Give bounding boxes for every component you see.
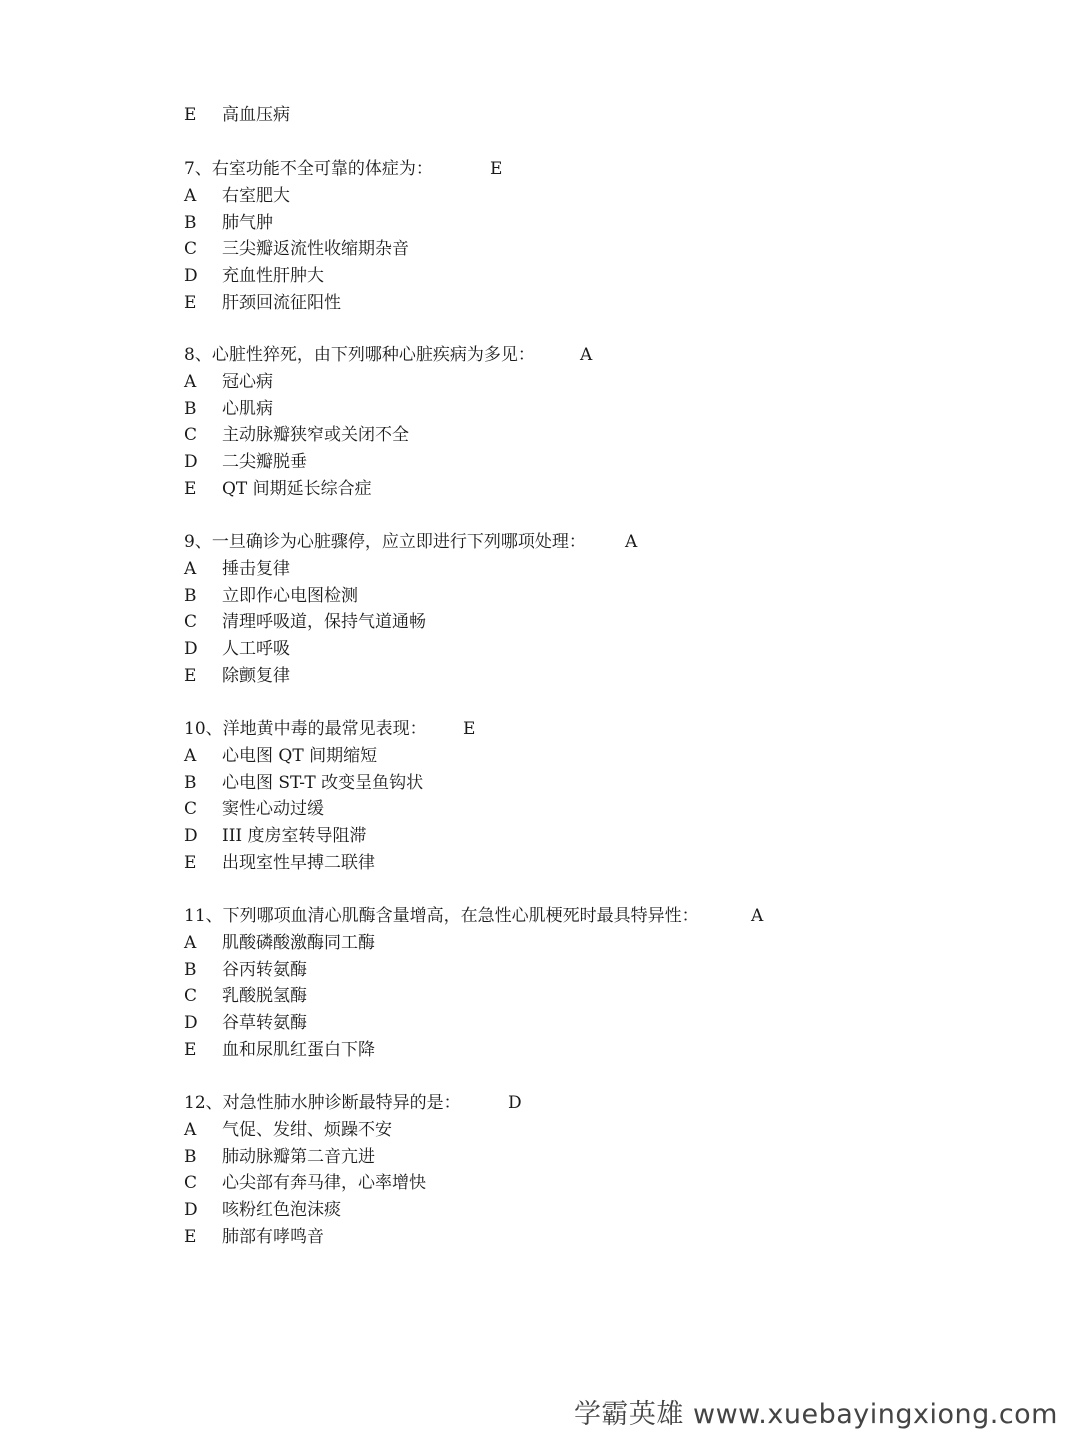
answer-key: A — [625, 532, 638, 552]
question-stem: 9、一旦确诊为心脏骤停，应立即进行下列哪项处理： — [184, 532, 586, 552]
option-text: 咳粉红色泡沫痰 — [222, 1200, 341, 1221]
question-12 — [184, 1090, 1004, 1251]
question-stem-row — [184, 156, 1004, 183]
option-row — [184, 1010, 1004, 1037]
option-text: 冠心病 — [222, 371, 273, 392]
option-row — [184, 850, 1004, 877]
option-text: 心尖部有奔马律，心率增快 — [222, 1173, 426, 1194]
option-letter: D — [184, 266, 198, 287]
option-row — [184, 422, 1004, 449]
option-letter: A — [184, 1119, 197, 1140]
option-letter: E — [184, 478, 197, 499]
option-row — [184, 263, 1004, 290]
option-letter: E — [184, 105, 197, 125]
option-letter: E — [184, 665, 197, 686]
option-letter: D — [184, 1200, 198, 1221]
option-row — [184, 1144, 1004, 1171]
option-letter: A — [184, 932, 197, 953]
option-letter: E — [184, 292, 197, 313]
option-letter: B — [184, 585, 197, 606]
question-stem: 7、右室功能不全可靠的体症为： — [184, 159, 433, 179]
option-row — [184, 743, 1004, 770]
option-text: 人工呼吸 — [222, 639, 290, 660]
option-text: 肺气肿 — [222, 212, 273, 233]
option-row — [184, 1117, 1004, 1144]
option-text: 肌酸磷酸激酶同工酶 — [222, 932, 375, 953]
option-letter: A — [184, 371, 197, 392]
option-text: 心电图 QT 间期缩短 — [222, 745, 378, 766]
option-letter: B — [184, 1146, 197, 1167]
option-text: 捶击复律 — [222, 558, 290, 579]
option-row — [184, 476, 1004, 503]
option-row — [184, 796, 1004, 823]
option-row — [184, 957, 1004, 984]
option-text: 窦性心动过缓 — [222, 799, 324, 820]
option-text: 气促、发绀、烦躁不安 — [222, 1119, 392, 1140]
option-text: 肝颈回流征阳性 — [222, 292, 341, 313]
previous-question-tail — [184, 102, 1004, 129]
answer-key: E — [490, 159, 503, 179]
option-text: 肺动脉瓣第二音亢进 — [222, 1146, 375, 1167]
option-row — [184, 1037, 1004, 1064]
option-row — [184, 663, 1004, 690]
option-row — [184, 396, 1004, 423]
option-row — [184, 556, 1004, 583]
option-letter: C — [184, 612, 198, 633]
option-letter: C — [184, 425, 198, 446]
option-row — [184, 983, 1004, 1010]
option-row — [184, 236, 1004, 263]
question-stem: 10、洋地黄中毒的最常见表现： — [184, 719, 427, 739]
option-row — [184, 583, 1004, 610]
option-text: 谷草转氨酶 — [222, 1013, 307, 1034]
option-letter: E — [184, 852, 197, 873]
option-letter: C — [184, 1173, 198, 1194]
option-letter: D — [184, 1013, 198, 1034]
option-text: QT 间期延长综合症 — [222, 478, 372, 499]
option-text: 出现室性早搏二联律 — [222, 852, 375, 873]
option-row — [184, 609, 1004, 636]
question-stem: 11、下列哪项血清心肌酶含量增高，在急性心肌梗死时最具特异性： — [184, 906, 699, 926]
option-row — [184, 369, 1004, 396]
option-text: 心肌病 — [222, 398, 273, 419]
option-letter: C — [184, 986, 198, 1007]
option-text: 主动脉瓣狭窄或关闭不全 — [222, 425, 409, 446]
option-letter: B — [184, 212, 197, 233]
answer-key: E — [463, 719, 476, 739]
option-text: 乳酸脱氢酶 — [222, 986, 307, 1007]
question-7 — [184, 156, 1004, 317]
option-letter: D — [184, 826, 198, 847]
option-letter: B — [184, 772, 197, 793]
option-letter: D — [184, 452, 198, 473]
question-8 — [184, 342, 1004, 503]
option-text: 清理呼吸道，保持气道通畅 — [222, 612, 426, 633]
option-letter: E — [184, 1226, 197, 1247]
question-stem: 12、对急性肺水肿诊断最特异的是： — [184, 1093, 461, 1113]
option-letter: A — [184, 558, 197, 579]
option-letter: A — [184, 745, 197, 766]
option-text: 二尖瓣脱垂 — [222, 452, 307, 473]
option-letter: C — [184, 239, 198, 260]
option-text: III 度房室转导阻滞 — [222, 826, 367, 847]
option-row — [184, 823, 1004, 850]
option-text: 高血压病 — [222, 105, 290, 125]
option-row — [184, 1170, 1004, 1197]
option-row — [184, 1224, 1004, 1251]
option-row — [184, 102, 1004, 129]
option-row — [184, 449, 1004, 476]
option-text: 立即作心电图检测 — [222, 585, 358, 606]
answer-key: A — [751, 906, 764, 926]
site-watermark: 学霸英雄 www.xuebayingxiong.com — [573, 1399, 1058, 1430]
option-letter: C — [184, 799, 198, 820]
question-11 — [184, 903, 1004, 1064]
question-stem-row — [184, 1090, 1004, 1117]
option-row — [184, 770, 1004, 797]
option-letter: B — [184, 959, 197, 980]
option-text: 血和尿肌红蛋白下降 — [222, 1039, 375, 1060]
option-text: 谷丙转氨酶 — [222, 959, 307, 980]
option-letter: B — [184, 398, 197, 419]
option-letter: D — [184, 639, 198, 660]
question-stem-row — [184, 342, 1004, 369]
option-row — [184, 183, 1004, 210]
question-stem-row — [184, 903, 1004, 930]
question-stem: 8、心脏性猝死，由下列哪种心脏疾病为多见： — [184, 345, 535, 365]
option-row — [184, 290, 1004, 317]
option-letter: E — [184, 1039, 197, 1060]
option-letter: A — [184, 185, 197, 206]
option-text: 心电图 ST-T 改变呈鱼钩状 — [222, 772, 424, 793]
question-stem-row — [184, 529, 1004, 556]
option-row — [184, 930, 1004, 957]
option-row — [184, 210, 1004, 237]
option-row — [184, 636, 1004, 663]
question-9 — [184, 529, 1004, 690]
option-text: 右室肥大 — [222, 185, 290, 206]
question-10 — [184, 716, 1004, 877]
answer-key: D — [508, 1093, 522, 1113]
option-text: 肺部有哮鸣音 — [222, 1226, 324, 1247]
option-row — [184, 1197, 1004, 1224]
question-stem-row — [184, 716, 1004, 743]
answer-key: A — [580, 345, 593, 365]
option-text: 除颤复律 — [222, 665, 290, 686]
option-text: 充血性肝肿大 — [222, 266, 324, 287]
option-text: 三尖瓣返流性收缩期杂音 — [222, 239, 409, 260]
